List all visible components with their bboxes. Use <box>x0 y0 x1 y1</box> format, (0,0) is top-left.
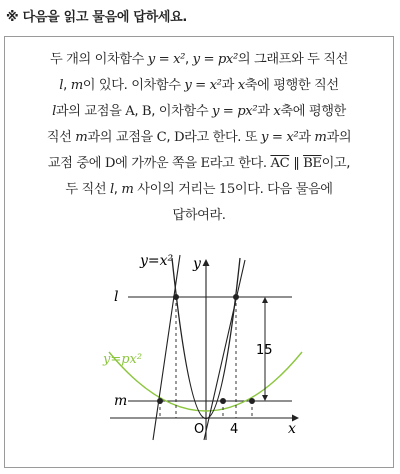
math-expr: l <box>52 104 56 119</box>
math-expr: y = px² <box>211 104 258 119</box>
y-axis-arrow-icon <box>203 259 210 266</box>
text-segment: , <box>113 182 122 197</box>
text-segment: 두 직선 <box>65 182 110 197</box>
math-expr: A <box>125 104 135 119</box>
point-a <box>173 294 179 300</box>
text-segment: 의 그래프와 두 직선 <box>237 52 348 67</box>
point-b <box>233 294 239 300</box>
text-segment: , <box>185 52 193 67</box>
label-curve-px2: y=px² <box>103 352 143 367</box>
math-expr: B <box>141 104 152 119</box>
math-expr: m <box>121 182 134 197</box>
label-distance: 15 <box>256 343 273 358</box>
math-expr: l <box>59 78 64 93</box>
label-line-l: l <box>114 289 119 305</box>
instruction-text: ※ 다음을 읽고 물음에 답하세요. <box>6 10 187 25</box>
distance-arrow-up-icon <box>262 297 268 303</box>
text-segment: 교점 중에 <box>47 156 105 171</box>
text-segment: 사이의 거리는 <box>133 182 219 197</box>
point-d <box>249 398 255 404</box>
math-expr: y = x² <box>184 78 222 93</box>
point-c <box>157 398 163 404</box>
text-segment: 과 <box>221 78 238 93</box>
text-segment: , 이차함수 <box>151 104 212 119</box>
math-expr: 15 <box>218 182 235 197</box>
text-segment: 과의 <box>326 130 352 145</box>
text-segment: , <box>166 130 174 145</box>
math-expr: l <box>109 182 114 197</box>
text-segment: 답하여라. <box>172 208 226 223</box>
text-segment: 이고, <box>321 156 351 171</box>
label-curve-x2: y=x² <box>140 253 174 269</box>
math-expr: m <box>70 78 83 93</box>
line-be <box>204 260 245 440</box>
text-segment: 에 가까운 쪽을 <box>115 156 201 171</box>
math-expr: y = x² <box>261 130 299 145</box>
text-segment: 두 개의 이차함수 <box>50 52 148 67</box>
text-segment: 이다. 다음 물음에 <box>234 182 333 197</box>
text-segment: 직선 <box>46 130 76 145</box>
text-segment: 라고 한다. 또 <box>184 130 262 145</box>
math-expr: D <box>104 156 116 171</box>
label-axis-y: y <box>193 256 201 272</box>
math-expr: D <box>173 130 185 145</box>
point-e <box>220 398 226 404</box>
text-segment: 축에 평행한 <box>280 104 346 119</box>
math-expr: x <box>237 78 245 93</box>
text-segment: , <box>134 104 142 119</box>
parallel-symbol: ∥ <box>289 156 304 171</box>
segment-ac: $\overline{AC}$ <box>270 156 290 171</box>
text-segment: 라고 한다. <box>209 156 271 171</box>
math-expr: x <box>273 104 281 119</box>
math-expr: y = px² <box>192 52 238 67</box>
math-expr: E <box>200 156 210 171</box>
math-expr: y = x² <box>147 52 186 67</box>
label-origin: O <box>194 422 205 437</box>
text-segment: 과 <box>257 104 274 119</box>
distance-arrow-down-icon <box>262 395 268 401</box>
math-expr: C <box>156 130 167 145</box>
text-segment: , <box>63 78 71 93</box>
label-axis-x: x <box>288 421 296 437</box>
text-segment: 축에 평행한 직선 <box>244 78 339 93</box>
text-segment: 이 있다. 이차함수 <box>82 78 185 93</box>
math-expr: m <box>314 130 327 145</box>
label-length-4: 4 <box>230 422 239 437</box>
text-segment: 과 <box>298 130 315 145</box>
math-expr: m <box>75 130 88 145</box>
label-line-m: m <box>114 393 128 409</box>
text-segment: 과의 교점을 <box>87 130 157 145</box>
text-segment: 과의 교점을 <box>55 104 126 119</box>
segment-be: $\overline{BE}$ <box>303 156 322 171</box>
